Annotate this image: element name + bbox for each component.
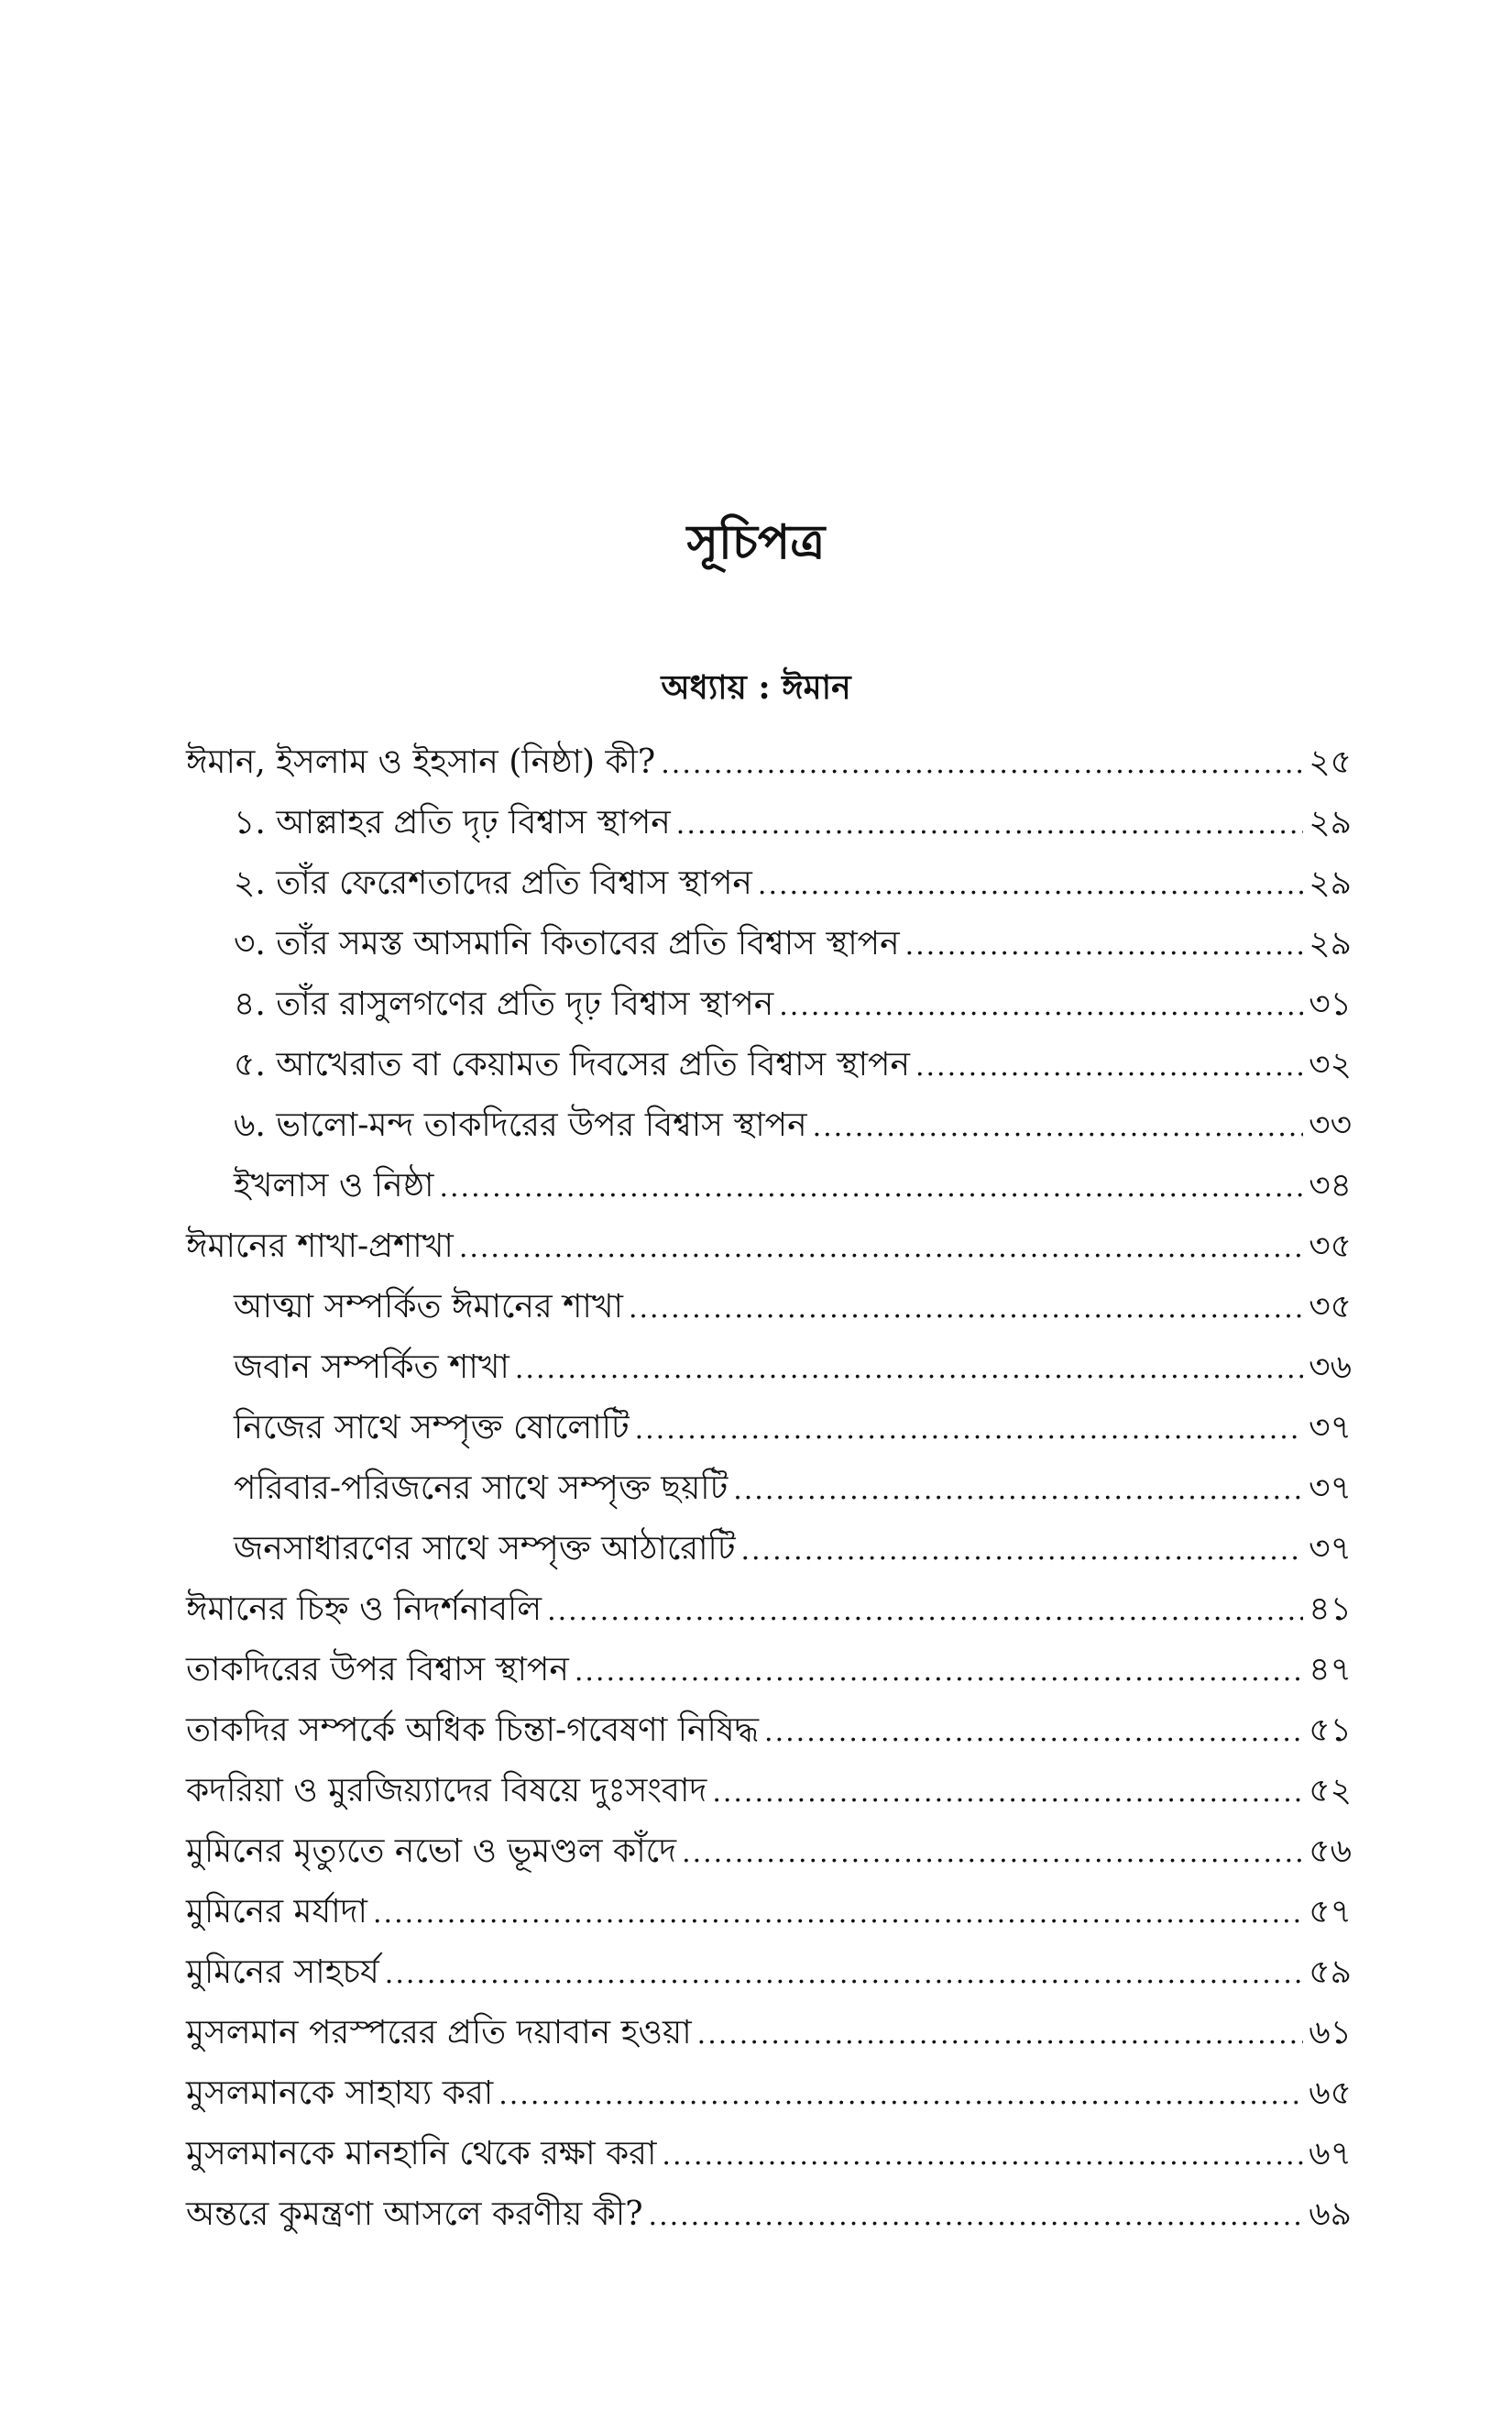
toc-row (186, 977, 1352, 1038)
dot-leader (515, 1342, 1303, 1397)
toc-page-number: ৩৬ (1309, 1348, 1352, 1386)
toc-page-number: ৫৭ (1309, 1893, 1352, 1930)
toc-entry-title: মুমিনের মৃত্যুতে নভো ও ভূমণ্ডল কাঁদে (186, 1832, 677, 1870)
dot-leader (779, 979, 1303, 1034)
dot-leader (764, 1705, 1303, 1760)
toc-page-number: ৩৪ (1309, 1167, 1352, 1204)
toc-page-number: ৪১ (1309, 1590, 1352, 1628)
toc-page-number: ২৯ (1309, 925, 1352, 962)
chapter-heading: অধ্যায় : ঈমান (661, 668, 851, 707)
dot-leader (439, 1160, 1303, 1216)
toc-page-number: ৪৭ (1309, 1651, 1352, 1688)
toc-entry-title: পরিবার-পরিজনের সাথে সম্পৃক্ত ছয়টি (234, 1469, 729, 1507)
toc-entry-title: ঈমানের চিহ্ন ও নিদর্শনাবলি (186, 1590, 542, 1628)
toc-page-number: ৬৯ (1309, 2195, 1352, 2233)
toc-entry-title: মুমিনের মর্যাদা (186, 1893, 367, 1930)
toc-page-number: ৬৫ (1309, 2074, 1352, 2112)
toc-page-number: ২৫ (1309, 743, 1352, 781)
dot-leader (733, 1463, 1303, 1518)
toc-row (186, 1098, 1352, 1159)
toc-row (186, 1945, 1352, 2006)
dot-leader (740, 1524, 1303, 1578)
toc-row (186, 1219, 1352, 1280)
toc-entry-title: ঈমানের শাখা-প্রশাখা (186, 1227, 454, 1265)
toc-page-number: ৫৬ (1309, 1832, 1352, 1870)
dot-leader (629, 1282, 1303, 1336)
dot-leader (676, 798, 1303, 852)
toc-page-number: ২৯ (1309, 804, 1352, 842)
toc-page-number: ৩৫ (1309, 1227, 1352, 1265)
toc-row (186, 735, 1352, 796)
dot-leader (661, 737, 1303, 792)
toc-page-number: ৬৭ (1309, 2135, 1352, 2172)
toc-page-number: ৬১ (1309, 2014, 1352, 2052)
toc-entry-title: কদরিয়া ও মুরজিয়্যাদের বিষয়ে দুঃসংবাদ (186, 1772, 707, 1810)
toc-entry-title: ২. তাঁর ফেরেশতাদের প্রতি বিশ্বাস স্থাপন (234, 864, 752, 902)
toc-entry-title: ৬. ভালো-মন্দ তাকদিরের উপর বিশ্বাস স্থাপন (234, 1106, 807, 1144)
toc-row (186, 1764, 1352, 1824)
toc-row (186, 2187, 1352, 2248)
dot-leader (649, 2189, 1304, 2244)
toc-row (186, 2066, 1352, 2127)
dot-leader (682, 1826, 1303, 1881)
toc-entry-title: মুসলমানকে সাহায্য করা (186, 2074, 494, 2112)
toc-page-number: ৩৫ (1309, 1288, 1352, 1326)
toc-page-number: ৫৯ (1309, 1953, 1352, 1991)
toc-row (186, 2006, 1352, 2066)
toc-entry-title: ৪. তাঁর রাসুলগণের প্রতি দৃঢ় বিশ্বাস স্থাপন (234, 985, 774, 1023)
toc-row (186, 917, 1352, 977)
toc-row (186, 1522, 1352, 1582)
toc-page-number: ৫২ (1309, 1772, 1352, 1810)
toc-entry-title: জনসাধারণের সাথে সম্পৃক্ত আঠারোটি (234, 1530, 736, 1568)
toc-page-number: ৩২ (1309, 1046, 1352, 1084)
dot-leader (712, 1766, 1303, 1820)
toc-row (186, 2127, 1352, 2187)
dot-leader (499, 2068, 1303, 2123)
toc-entry-title: ইখলাস ও নিষ্ঠা (234, 1167, 434, 1204)
toc-page-number: ৩৭ (1309, 1469, 1352, 1507)
toc-entry-title: নিজের সাথে সম্পৃক্ত ষোলোটি (234, 1409, 630, 1446)
toc-row (186, 1885, 1352, 1945)
toc-entry-title: আত্মা সম্পর্কিত ঈমানের শাখা (234, 1288, 623, 1326)
table-of-contents (186, 735, 1352, 2248)
toc-row (186, 1159, 1352, 1219)
dot-leader (915, 1040, 1303, 1094)
toc-row (186, 856, 1352, 917)
toc-row (186, 1582, 1352, 1643)
toc-row (186, 1401, 1352, 1461)
toc-row (186, 1824, 1352, 1885)
toc-row (186, 1038, 1352, 1098)
toc-row (186, 1643, 1352, 1703)
toc-row (186, 1340, 1352, 1401)
toc-row (186, 1703, 1352, 1764)
page-title: সূচিপত্র (686, 514, 826, 570)
toc-entry-title: ৫. আখেরাত বা কেয়ামত দিবসের প্রতি বিশ্বাস স্থাপন (234, 1046, 910, 1084)
toc-entry-title: মুসলমান পরস্পরের প্রতি দয়াবান হওয়া (186, 2014, 692, 2052)
toc-entry-title: অন্তরে কুমন্ত্রণা আসলে করণীয় কী? (186, 2195, 643, 2233)
toc-entry-title: ৩. তাঁর সমস্ত আসমানি কিতাবের প্রতি বিশ্বাস স্থাপন (234, 925, 900, 962)
dot-leader (697, 2008, 1304, 2062)
toc-row (186, 1461, 1352, 1522)
dot-leader (459, 1221, 1303, 1276)
toc-page-number: ৫১ (1309, 1711, 1352, 1749)
toc-entry-title: মুসলমানকে মানহানি থেকে রক্ষা করা (186, 2135, 657, 2172)
toc-entry-title: ঈমান, ইসলাম ও ইহসান (নিষ্ঠা) কী? (186, 743, 656, 781)
toc-page-number: ৩১ (1309, 985, 1352, 1023)
dot-leader (373, 1886, 1303, 1942)
dot-leader (905, 918, 1304, 974)
toc-row (186, 1280, 1352, 1340)
dot-leader (635, 1402, 1304, 1458)
toc-entry-title: তাকদিরের উপর বিশ্বাস স্থাপন (186, 1651, 569, 1688)
dot-leader (575, 1644, 1303, 1700)
toc-page-number: ৩৭ (1309, 1409, 1352, 1446)
dot-leader (813, 1100, 1304, 1155)
dot-leader (385, 1947, 1303, 2002)
dot-leader (662, 2128, 1303, 2184)
toc-row (186, 796, 1352, 856)
toc-entry-title: ১. আল্লাহর প্রতি দৃঢ় বিশ্বাস স্থাপন (234, 804, 671, 842)
toc-entry-title: মুমিনের সাহচর্য (186, 1953, 379, 1991)
toc-page-number: ৩৩ (1309, 1106, 1352, 1144)
toc-page-number: ৩৭ (1309, 1530, 1352, 1568)
toc-entry-title: তাকদির সম্পর্কে অধিক চিন্তা-গবেষণা নিষিদ্ধ (186, 1711, 760, 1749)
toc-page-number: ২৯ (1309, 864, 1352, 902)
dot-leader (547, 1584, 1303, 1639)
toc-entry-title: জবান সম্পর্কিত শাখা (234, 1348, 509, 1386)
dot-leader (758, 858, 1303, 913)
